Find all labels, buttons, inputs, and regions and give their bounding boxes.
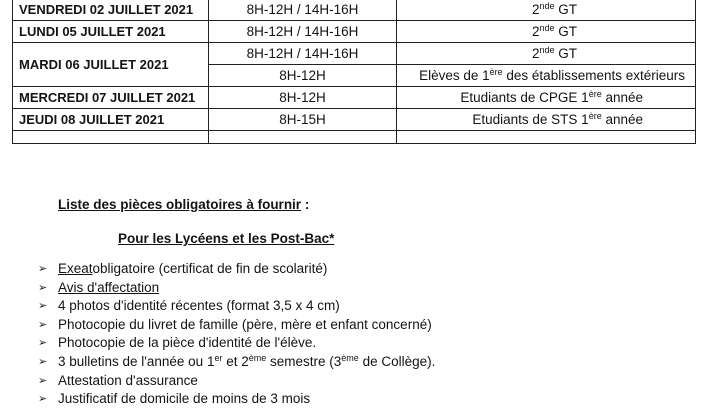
item-text-part: et 2	[222, 353, 249, 369]
arrow-right-icon: ➢	[38, 300, 48, 313]
time-cell: 8H-12H / 14H-16H	[209, 0, 397, 21]
empty-cell	[13, 131, 209, 144]
arrow-right-icon: ➢	[38, 337, 48, 350]
item-sup: ème	[341, 352, 359, 363]
arrow-right-icon: ➢	[38, 393, 48, 406]
audience-text-end: des établissements extérieurs	[502, 68, 685, 83]
item-underlined: Avis d'affectation	[58, 279, 160, 295]
item-sup: ème	[248, 352, 267, 363]
arrow-right-icon: ➢	[38, 318, 48, 331]
table-row	[13, 87, 696, 109]
date-cell: MARDI 06 JUILLET 2021	[13, 43, 209, 87]
audience-text-end: GT	[554, 2, 577, 17]
audience-cell	[397, 43, 696, 65]
date-cell: JEUDI 08 JUILLET 2021	[13, 109, 209, 131]
audience-text-end: GT	[554, 46, 577, 61]
audience-sup: nde	[539, 45, 555, 55]
list-item	[38, 297, 435, 316]
audience-cell	[397, 0, 696, 21]
audience-sup: ère	[489, 67, 503, 77]
time-cell: 8H-12H / 14H-16H	[209, 43, 397, 65]
item-text: obligatoire (certificat de fin de scolarité)	[92, 261, 328, 276]
audience-sup: nde	[539, 23, 555, 33]
audience-cell	[397, 21, 696, 43]
list-title-text: Liste des pièces obligatoires à fournir	[58, 197, 302, 212]
item-sup: er	[214, 352, 223, 363]
audience-text: Elèves de 1	[419, 68, 490, 83]
item-text-part: de Collège).	[358, 353, 436, 369]
item-text: Justificatif de domicile de moins de 3 mois	[58, 391, 311, 407]
audience-cell	[397, 65, 696, 87]
audience-sup: nde	[539, 1, 555, 11]
audience-text: 2	[531, 46, 540, 61]
item-text: 4 photos d'identité récentes (format 3,5 x 4 cm)	[58, 298, 340, 314]
list-item	[38, 334, 435, 353]
time-cell: 8H-12H	[209, 87, 397, 109]
documents-list	[38, 260, 435, 409]
item-underlined: Exeat	[58, 261, 93, 276]
arrow-right-icon: ➢	[38, 374, 48, 387]
table-row	[13, 43, 696, 65]
item-text: Photocopie du livret de famille (père, mère et enfant concerné)	[58, 316, 432, 332]
list-item	[38, 279, 435, 298]
arrow-right-icon: ➢	[38, 355, 48, 368]
date-cell: VENDREDI 02 JUILLET 2021	[13, 0, 209, 21]
date-cell: LUNDI 05 JUILLET 2021	[13, 21, 209, 43]
audience-sup: ère	[588, 89, 602, 99]
audience-text: Etudiants de CPGE 1	[460, 90, 589, 105]
item-text	[58, 353, 435, 372]
audience-text-end: année	[601, 90, 643, 105]
item-text: Photocopie de la pièce d'identité de l'élève.	[58, 335, 317, 351]
list-item	[38, 260, 435, 279]
date-cell: MERCREDI 07 JUILLET 2021	[13, 87, 209, 109]
list-item	[38, 353, 435, 372]
audience-text-end: GT	[554, 24, 577, 39]
audience-text: 2	[531, 24, 540, 39]
item-text-part: semestre (3	[266, 353, 342, 369]
empty-cell	[397, 131, 696, 144]
time-cell: 8H-12H	[209, 65, 397, 87]
item-text: Attestation d'assurance	[58, 372, 198, 388]
table-row	[13, 21, 696, 43]
time-cell: 8H-15H	[209, 109, 397, 131]
time-cell: 8H-12H / 14H-16H	[209, 21, 397, 43]
empty-cell	[209, 131, 397, 144]
list-item	[38, 316, 435, 335]
audience-text-end: année	[601, 112, 643, 127]
table-row-empty	[13, 131, 696, 144]
list-subtitle: Pour les Lycéens et les Post-Bac*	[118, 231, 335, 246]
table-row	[13, 109, 696, 131]
audience-sup: ère	[588, 111, 602, 121]
arrow-right-icon: ➢	[38, 281, 48, 294]
table-row	[13, 0, 696, 21]
audience-cell	[397, 87, 696, 109]
list-item	[38, 390, 435, 409]
list-item	[38, 372, 435, 391]
schedule-table	[12, 0, 696, 144]
audience-cell	[397, 109, 696, 131]
list-title-suffix: :	[301, 197, 310, 212]
arrow-right-icon: ➢	[38, 263, 48, 275]
audience-text: Etudiants de STS 1	[472, 112, 589, 127]
audience-text: 2	[531, 2, 540, 17]
item-text-part: 3 bulletins de l'année ou 1	[58, 353, 215, 369]
list-title	[58, 197, 309, 212]
